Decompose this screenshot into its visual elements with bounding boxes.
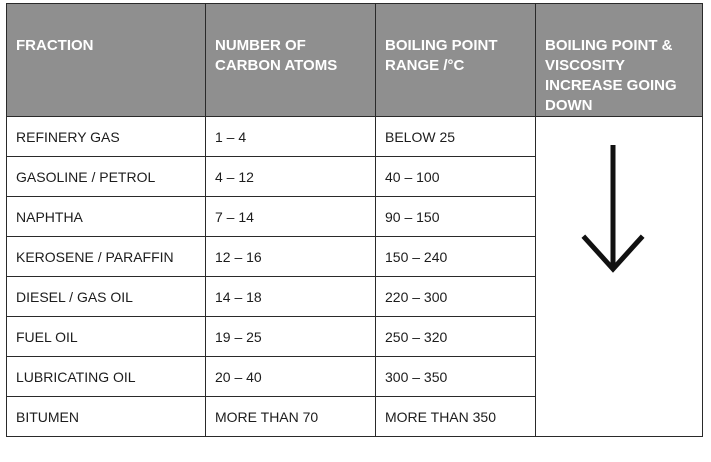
cell-fraction: DIESEL / GAS OIL	[7, 277, 206, 317]
cell-fraction: BITUMEN	[7, 397, 206, 437]
cell-carbon-atoms: 7 – 14	[206, 197, 376, 237]
crude-oil-fractions-table	[6, 3, 703, 437]
cell-boiling-range: 300 – 350	[376, 357, 536, 397]
cell-fraction: GASOLINE / PETROL	[7, 157, 206, 197]
header-carbon-atoms: NUMBER OF CARBON ATOMS	[206, 4, 376, 117]
cell-boiling-range: BELOW 25	[376, 117, 536, 157]
cell-carbon-atoms: 12 – 16	[206, 237, 376, 277]
cell-boiling-range: 220 – 300	[376, 277, 536, 317]
trend-arrow-cell	[536, 117, 703, 437]
header-row	[7, 4, 703, 117]
cell-carbon-atoms: 19 – 25	[206, 317, 376, 357]
cell-boiling-range: 150 – 240	[376, 237, 536, 277]
cell-fraction: KEROSENE / PARAFFIN	[7, 237, 206, 277]
cell-fraction: LUBRICATING OIL	[7, 357, 206, 397]
cell-carbon-atoms: 4 – 12	[206, 157, 376, 197]
cell-fraction: FUEL OIL	[7, 317, 206, 357]
cell-fraction: NAPHTHA	[7, 197, 206, 237]
cell-carbon-atoms: 1 – 4	[206, 117, 376, 157]
cell-boiling-range: 250 – 320	[376, 317, 536, 357]
cell-boiling-range: 40 – 100	[376, 157, 536, 197]
cell-carbon-atoms: 20 – 40	[206, 357, 376, 397]
header-boiling-range: BOILING POINT RANGE /°C	[376, 4, 536, 117]
table-row	[7, 117, 703, 157]
fractions-table-wrapper	[6, 3, 703, 437]
cell-boiling-range: MORE THAN 350	[376, 397, 536, 437]
header-fraction: FRACTION	[7, 4, 206, 117]
cell-boiling-range: 90 – 150	[376, 197, 536, 237]
cell-carbon-atoms: MORE THAN 70	[206, 397, 376, 437]
cell-fraction: REFINERY GAS	[7, 117, 206, 157]
cell-carbon-atoms: 14 – 18	[206, 277, 376, 317]
down-arrow-icon	[580, 145, 646, 275]
header-trend: BOILING POINT & VISCOSITY INCREASE GOING DOWN	[536, 4, 703, 117]
